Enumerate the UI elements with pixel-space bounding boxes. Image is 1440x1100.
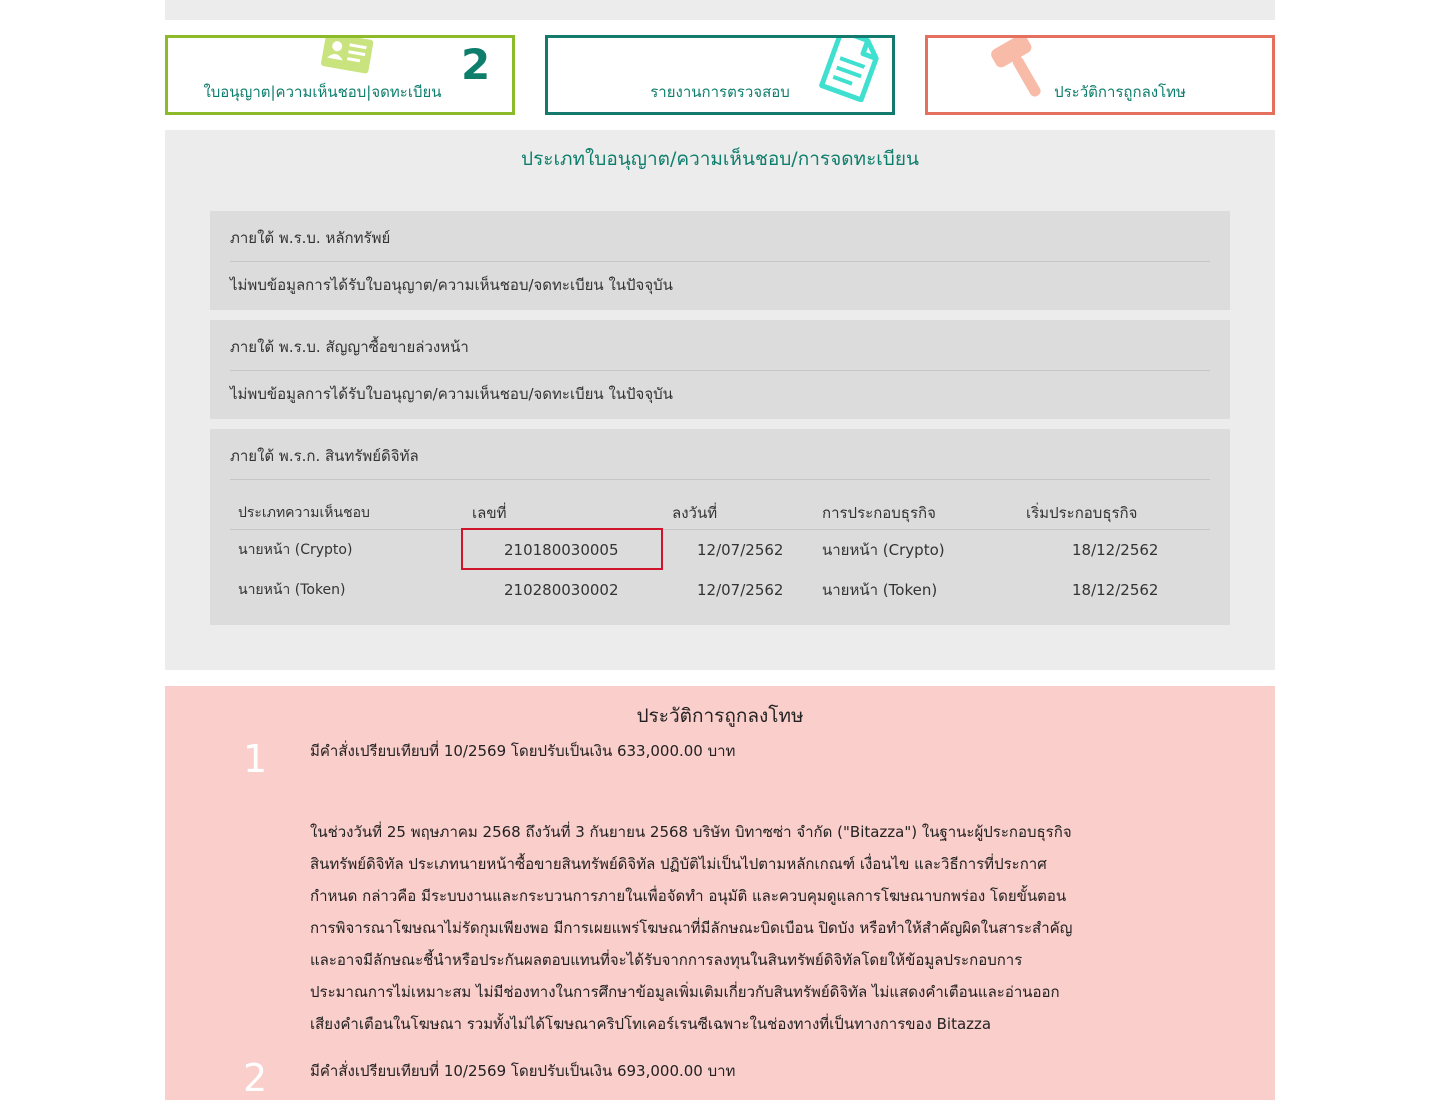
license-count: 2 <box>461 40 491 89</box>
description-line: ประมาณการไม่เหมาะสม ไม่มีช่องทางในการศึกษาข้อมูลเพิ่มเติมเกี่ยวกับสินทรัพย์ดิจิทัล ไม่แสดงคำเตือนและอ่านออก <box>310 983 1060 1001</box>
description-line: สินทรัพย์ดิจิทัล ประเภทนายหน้าซื้อขายสินทรัพย์ดิจิทัล ปฏิบัติไม่เป็นไปตามหลักเกณฑ์ เงื่อนไข และวิธีการที่ประกาศ <box>310 855 1047 873</box>
table-cell: นายหน้า (Token) <box>822 581 938 599</box>
table-cell: นายหน้า (Token) <box>238 582 346 598</box>
derivatives-act-section <box>210 320 1230 419</box>
digital-asset-section <box>210 429 1230 625</box>
column-header: ลงวันที่ <box>672 504 718 522</box>
description-line: เสียงคำเตือนในโฆษณา รวมทั้งไม่ได้โฆษณาคริปโทเคอร์เรนซีเฉพาะในช่องทางที่เป็นทางการของ Bitazza <box>310 1015 992 1033</box>
description-line: การพิจารณาโฆษณาไม่รัดกุมเพียงพอ มีการเผยแพร่โฆษณาที่มีลักษณะบิดเบือน ปิดบัง หรือทำให้สำคัญผิดในสาระสำคัญ <box>310 919 1073 937</box>
penalty-order: มีคำสั่งเปรียบเทียบที่ 10/2569 โดยปรับเป็นเงิน 693,000.00 บาท <box>310 1062 736 1080</box>
table-row <box>230 570 1210 610</box>
table-cell: 210280030002 <box>504 581 619 599</box>
tab-audit-report[interactable] <box>545 35 895 115</box>
category-tabs <box>165 35 1275 115</box>
penalty-order: มีคำสั่งเปรียบเทียบที่ 10/2569 โดยปรับเป็นเงิน 633,000.00 บาท <box>310 742 736 760</box>
tab-license[interactable] <box>165 35 515 115</box>
description-line: ในช่วงวันที่ 25 พฤษภาคม 2568 ถึงวันที่ 3 กันยายน 2568 บริษัท บิทาซซ่า จำกัด ("Bitazza") ในฐานะผู้ประกอบธุรกิจ <box>310 823 1072 841</box>
table-cell: 12/07/2562 <box>697 541 784 559</box>
tab-penalty-history-label: ประวัติการถูกลงโทษ <box>1054 83 1186 101</box>
column-header: ประเภทความเห็นชอบ <box>238 505 370 521</box>
approval-table <box>230 497 1210 610</box>
description-line: กำหนด กล่าวคือ มีระบบงานและกระบวนการภายในเพื่อจัดทำ อนุมัติ และควบคุมดูแลการโฆษณาบกพร่อง โดยขั้นตอน <box>310 887 1067 905</box>
penalty-number: 1 <box>243 737 268 781</box>
tab-penalty-history[interactable] <box>925 35 1275 115</box>
tab-license-label: ใบอนุญาต|ความเห็นชอบ|จดทะเบียน <box>203 83 442 101</box>
license-panel-title: ประเภทใบอนุญาต/ความเห็นชอบ/การจดทะเบียน <box>521 148 919 170</box>
penalty-history-panel <box>165 686 1275 1100</box>
section-status-text: ไม่พบข้อมูลการได้รับใบอนุญาต/ความเห็นชอบ/จดทะเบียน ในปัจจุบัน <box>230 276 673 294</box>
license-panel <box>165 130 1275 670</box>
section-heading: ภายใต้ พ.ร.บ. หลักทรัพย์ <box>230 226 1210 262</box>
table-cell: 12/07/2562 <box>697 581 784 599</box>
table-header-row <box>230 497 1210 530</box>
penalty-title: ประวัติการถูกลงโทษ <box>636 705 804 727</box>
section-status-text: ไม่พบข้อมูลการได้รับใบอนุญาต/ความเห็นชอบ/จดทะเบียน ในปัจจุบัน <box>230 385 673 403</box>
table-row <box>230 530 1210 570</box>
description-line: และอาจมีลักษณะชี้นำหรือประกันผลตอบแทนที่จะได้รับจากการลงทุนในสินทรัพย์ดิจิทัลโดยให้ข้อมูลประกอบการ <box>310 951 1023 969</box>
column-header: เลขที่ <box>472 504 507 522</box>
penalty-number: 2 <box>243 1056 268 1100</box>
section-heading: ภายใต้ พ.ร.ก. สินทรัพย์ดิจิทัล <box>230 444 1210 480</box>
section-heading: ภายใต้ พ.ร.บ. สัญญาซื้อขายล่วงหน้า <box>230 335 1210 371</box>
table-cell: 210180030005 <box>504 541 619 559</box>
table-cell: 18/12/2562 <box>1072 581 1159 599</box>
table-cell: นายหน้า (Crypto) <box>822 541 945 559</box>
penalty-description <box>310 816 1110 1040</box>
table-cell: 18/12/2562 <box>1072 541 1159 559</box>
securities-act-section <box>210 211 1230 310</box>
license-card-icon <box>318 35 376 78</box>
top-strip <box>165 0 1275 20</box>
column-header: เริ่มประกอบธุรกิจ <box>1026 504 1138 522</box>
table-cell: นายหน้า (Crypto) <box>238 542 353 558</box>
column-header: การประกอบธุรกิจ <box>822 504 936 522</box>
tab-audit-report-label: รายงานการตรวจสอบ <box>650 83 790 101</box>
